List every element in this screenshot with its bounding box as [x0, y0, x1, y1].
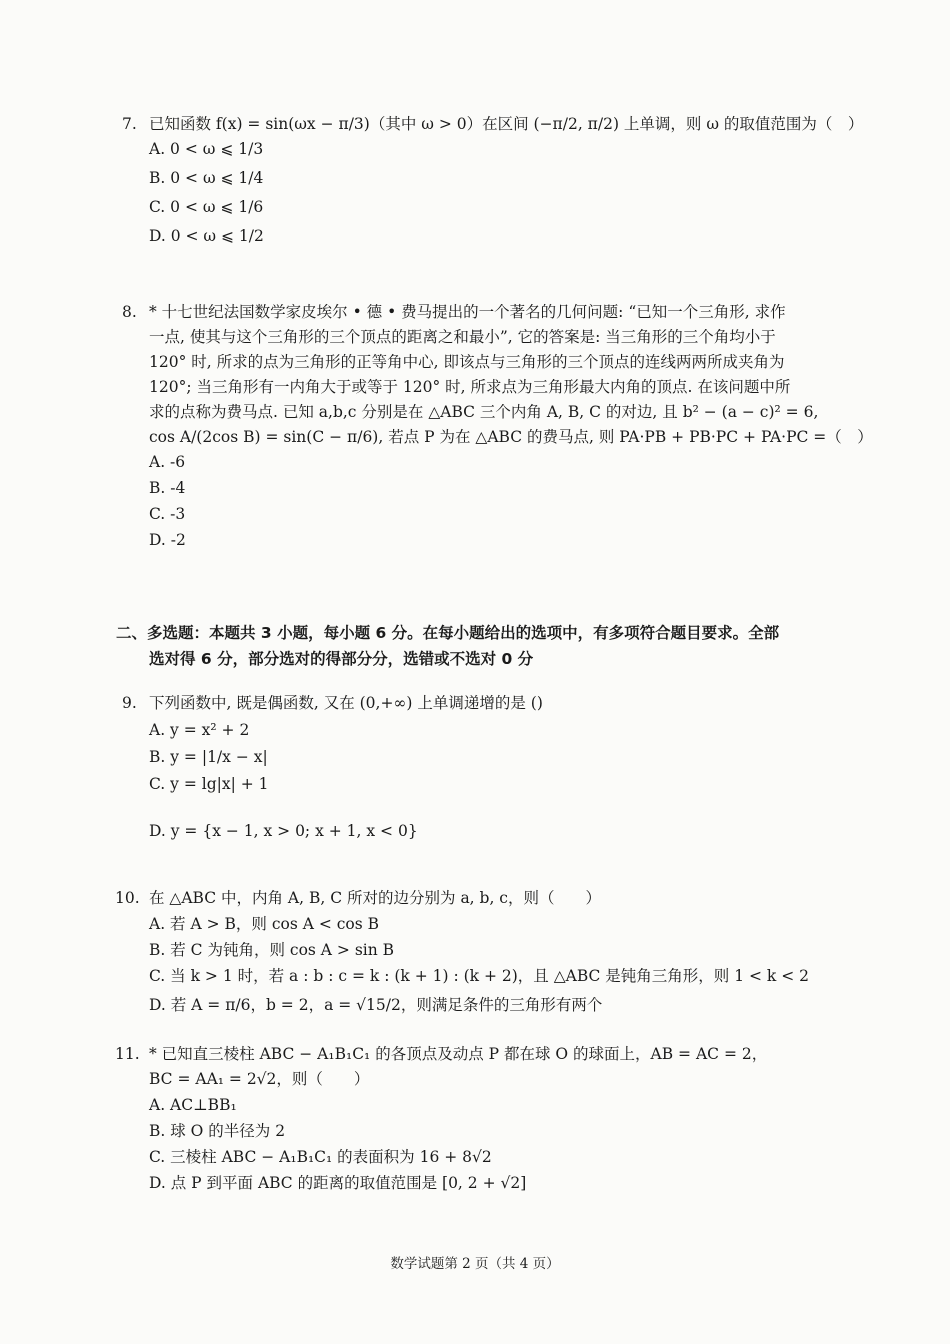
option-a[interactable]: A. 若 A > B，则 cos A < cos B — [149, 915, 380, 933]
section-heading-line-2: 选对得 6 分，部分选对的得部分分，选错或不选对 0 分 — [149, 650, 534, 668]
question-8-line-5: 求的点称为费马点. 已知 a,b,c 分别是在 △ABC 三个内角 A, B, C 的对边, 且 b² − (a − c)² = 6, — [149, 403, 819, 421]
question-8-line-2: 一点, 使其与这个三角形的三个顶点的距离之和最小”, 它的答案是: 当三角形的三个角均小于 — [149, 328, 776, 346]
option-c[interactable]: C. 0 < ω ⩽ 1/6 — [149, 198, 264, 216]
question-11-text: * 已知直三棱柱 ABC − A₁B₁C₁ 的各顶点及动点 P 都在球 O 的球面上，AB = AC = 2， — [149, 1045, 768, 1063]
section-heading-line-1: 二、多选题：本题共 3 小题，每小题 6 分。在每小题给出的选项中，有多项符合题目要求。全部 — [116, 624, 780, 642]
option-c[interactable]: C. 三棱柱 ABC − A₁B₁C₁ 的表面积为 16 + 8√2 — [149, 1148, 492, 1166]
question-11 — [115, 1042, 767, 1196]
option-b[interactable]: B. 若 C 为钝角，则 cos A > sin B — [149, 941, 395, 959]
question-number: 11. — [115, 1045, 140, 1063]
option-b[interactable]: B. 球 O 的半径为 2 — [149, 1122, 286, 1140]
option-d[interactable]: D. -2 — [149, 531, 186, 549]
question-number: 10. — [115, 889, 140, 907]
option-c[interactable]: C. 当 k > 1 时，若 a : b : c = k : (k + 1) : (k + 2)，且 △ABC 是钝角三角形，则 1 < k < 2 — [149, 967, 810, 985]
question-10-text: 在 △ABC 中，内角 A, B, C 所对的边分别为 a, b, c，则（ ） — [149, 889, 601, 907]
question-number: 7. — [122, 115, 137, 133]
question-9-text: 下列函数中, 既是偶函数, 又在 (0,+∞) 上单调递增的是 () — [149, 694, 543, 712]
option-b[interactable]: B. y = |1/x − x| — [149, 748, 268, 766]
question-number: 8. — [122, 303, 137, 321]
question-8-line-1: * 十七世纪法国数学家皮埃尔 • 德 • 费马提出的一个著名的几何问题: “已知一个三角形, 求作 — [149, 303, 786, 321]
option-c[interactable]: C. y = lg|x| + 1 — [149, 775, 269, 793]
option-d[interactable]: D. 点 P 到平面 ABC 的距离的取值范围是 [0, 2 + √2] — [149, 1174, 527, 1192]
question-8 — [122, 300, 873, 553]
question-8-line-4: 120°; 当三角形有一内角大于或等于 120° 时, 所求点为三角形最大内角的顶点. 在该问题中所 — [149, 378, 791, 396]
question-11-text-line-2: BC = AA₁ = 2√2，则（ ） — [149, 1070, 370, 1088]
option-b[interactable]: B. -4 — [149, 479, 186, 497]
section-heading — [116, 620, 779, 672]
question-10 — [115, 886, 809, 1018]
option-a[interactable]: A. -6 — [149, 453, 186, 471]
question-7 — [122, 112, 863, 249]
option-a[interactable]: A. 0 < ω ⩽ 1/3 — [149, 140, 264, 158]
option-d[interactable]: D. y = {x − 1, x > 0; x + 1, x < 0} — [149, 822, 418, 840]
question-8-line-6: cos A/(2cos B) = sin(C − π/6), 若点 P 为在 △ABC 的费马点, 则 PA·PB + PB·PC + PA·PC =（ ） — [149, 428, 873, 446]
question-7-stem — [122, 112, 863, 137]
option-b[interactable]: B. 0 < ω ⩽ 1/4 — [149, 169, 264, 187]
question-9 — [122, 691, 543, 844]
option-c[interactable]: C. -3 — [149, 505, 186, 523]
option-d[interactable]: D. 若 A = π/6，b = 2，a = √15/2，则满足条件的三角形有两个 — [149, 996, 603, 1014]
question-8-line-3: 120° 时, 所求的点为三角形的正等角中心, 即该点与三角形的三个顶点的连线两两所成夹角为 — [149, 353, 785, 371]
page-footer: 数学试题第 2 页（共 4 页） — [390, 1256, 560, 1272]
question-7-text: 已知函数 f(x) = sin(ωx − π/3)（其中 ω > 0）在区间 (−π/2, π/2) 上单调，则 ω 的取值范围为（ ） — [149, 115, 864, 133]
option-d[interactable]: D. 0 < ω ⩽ 1/2 — [149, 227, 264, 245]
option-a[interactable]: A. AC⊥BB₁ — [149, 1096, 237, 1114]
option-a[interactable]: A. y = x² + 2 — [149, 721, 250, 739]
question-number: 9. — [122, 694, 137, 712]
